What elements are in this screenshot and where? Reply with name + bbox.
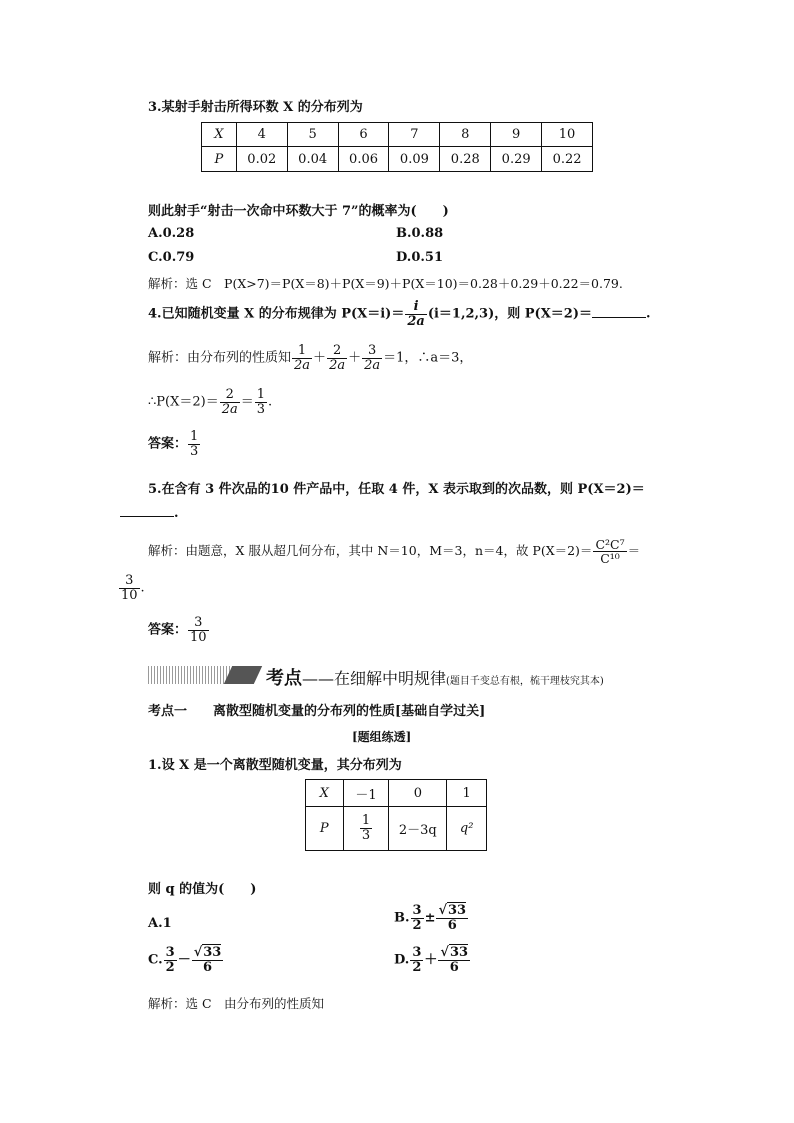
q3-stem: 3.某射手射击所得环数 X 的分布列为 xyxy=(148,100,363,115)
answer-label: 答案： xyxy=(148,622,188,638)
q5-stem-end: . xyxy=(174,506,179,521)
table-cell: 0.04 xyxy=(287,147,338,172)
q5-result xyxy=(118,574,145,602)
equals-sign: ＝ xyxy=(627,543,641,559)
q5-answer-fraction xyxy=(188,616,209,644)
q4-solution-fraction xyxy=(362,344,382,372)
table-header-x: X xyxy=(306,780,344,807)
table-cell: 0.28 xyxy=(440,147,491,172)
table-cell: 7 xyxy=(389,123,440,147)
radicand: 33 xyxy=(448,903,467,918)
fraction-numerator: 1 xyxy=(190,429,199,444)
banner-slash-decoration xyxy=(224,666,262,684)
table-cell xyxy=(343,807,389,851)
q5-answer xyxy=(148,616,210,644)
p1-option-c xyxy=(148,946,224,974)
section-subheading: [题组练透] xyxy=(352,730,412,744)
fraction-denominator: 3 xyxy=(256,401,266,417)
q3-option-d: D.0.51 xyxy=(396,250,443,265)
fraction-numerator: 1 xyxy=(361,813,371,829)
option-fraction xyxy=(192,946,224,974)
table-cell: 4 xyxy=(236,123,287,147)
table-cell: 8 xyxy=(440,123,491,147)
option-fraction xyxy=(438,946,470,974)
table-cell: 0.29 xyxy=(491,147,542,172)
q3-option-c: C.0.79 xyxy=(148,250,195,265)
q4-solution-line2 xyxy=(148,388,272,416)
fraction-numerator: 1 xyxy=(256,387,266,402)
q4-line2-end: . xyxy=(268,394,273,410)
fraction-numerator: 3 xyxy=(188,616,209,631)
q5-stem-blank-line xyxy=(120,506,179,521)
q3-option-b: B.0.88 xyxy=(396,226,444,241)
option-fraction xyxy=(410,946,423,974)
q5-stem: 5.在含有 3 件次品的10 件产品中，任取 4 件，X 表示取到的次品数，则 P(X＝2)＝ xyxy=(148,482,645,497)
plus-sign: ＋ xyxy=(424,952,438,968)
q4-stem xyxy=(148,300,651,328)
p1-option-d xyxy=(394,946,471,974)
option-fraction xyxy=(436,904,468,932)
q4-solution-fraction xyxy=(292,344,312,372)
minus-sign: － xyxy=(177,952,191,968)
fraction-denominator: 2a xyxy=(407,313,425,329)
banner-note: (题目千变总有根，梳干理枝究其本) xyxy=(446,676,604,687)
plus-minus-sign: ± xyxy=(424,910,436,926)
fraction-denominator: 2a xyxy=(221,401,238,417)
sqrt-sign: √ xyxy=(440,945,449,960)
p1-question: 则 q 的值为( ) xyxy=(148,882,257,897)
fraction-numerator: 1 xyxy=(292,344,312,359)
fraction-numerator: 2 xyxy=(220,388,240,403)
option-fraction xyxy=(164,946,177,974)
table-header-p: P xyxy=(202,147,237,172)
option-letter: C. xyxy=(148,952,163,968)
q3-solution: 解析：选 C P(X>7)＝P(X＝8)＋P(X＝9)＋P(X＝10)＝0.28＋0.29＋0.22＝0.79. xyxy=(148,276,623,291)
table-header-p: P xyxy=(306,807,344,851)
q4-solution-prefix: 解析：由分布列的性质知 xyxy=(148,350,292,366)
table-cell: 0.22 xyxy=(542,147,593,172)
fraction-denominator: 10 xyxy=(190,629,207,645)
q4-stem-end: . xyxy=(645,306,651,322)
fraction-denominator: 6 xyxy=(447,917,457,933)
q4-answer xyxy=(148,430,201,458)
table-cell: 0.09 xyxy=(389,147,440,172)
section-banner xyxy=(266,664,604,690)
q4-line2-prefix: ∴P(X＝2)＝ xyxy=(148,394,219,410)
fraction-denominator: 2 xyxy=(412,959,422,975)
fraction-numerator: 2 xyxy=(327,344,347,359)
fraction-numerator: 3 xyxy=(412,903,422,918)
q3-distribution-table xyxy=(201,122,593,172)
q5-solution-fraction xyxy=(593,538,626,565)
q5-solution xyxy=(148,538,640,565)
section-title: 考点一 离散型随机变量的分布列的性质[基础自学过关] xyxy=(148,704,486,719)
q5-solution-text: 解析：由题意，X 服从超几何分布，其中 N＝10，M＝3，n＝4，故 P(X＝2)＝ xyxy=(148,543,593,559)
fraction-numerator xyxy=(192,946,224,961)
radicand: 33 xyxy=(449,945,469,960)
table-fraction xyxy=(360,814,372,842)
table-cell: 5 xyxy=(287,123,338,147)
sqrt-sign: √ xyxy=(193,945,203,960)
fraction-numerator: 3 xyxy=(165,945,175,960)
table-cell: q² xyxy=(447,807,487,851)
table-cell: 0 xyxy=(389,780,447,807)
sqrt-sign: √ xyxy=(438,903,448,918)
option-fraction xyxy=(411,904,424,932)
fraction-denominator: 6 xyxy=(203,959,213,975)
fraction-denominator: 2a xyxy=(294,357,311,373)
p1-solution: 解析：选 C 由分布列的性质知 xyxy=(148,996,325,1011)
q4-solution-line1 xyxy=(148,344,472,372)
q4-line2-fraction xyxy=(255,388,267,416)
table-cell: 9 xyxy=(491,123,542,147)
fraction-numerator xyxy=(438,946,470,961)
table-cell: 6 xyxy=(338,123,389,147)
answer-blank xyxy=(592,317,646,318)
answer-blank xyxy=(120,516,174,517)
p1-stem: 1.设 X 是一个离散型随机变量，其分布列为 xyxy=(148,758,402,773)
fraction-numerator xyxy=(436,904,468,919)
table-cell: 1 xyxy=(447,780,487,807)
option-letter: D. xyxy=(394,952,410,968)
q4-fraction xyxy=(405,300,426,328)
radicand: 33 xyxy=(203,945,222,960)
p1-option-a: A.1 xyxy=(148,916,172,931)
table-cell: 2－3q xyxy=(389,807,447,851)
fraction-denominator: C¹⁰ xyxy=(600,551,620,567)
banner-title: 考点 xyxy=(266,668,302,689)
table-cell: 0.06 xyxy=(338,147,389,172)
fraction-denominator: 6 xyxy=(449,959,459,975)
q4-stem-pre: 4.已知随机变量 X 的分布规律为 P(X＝i)＝ xyxy=(148,306,405,322)
answer-label: 答案： xyxy=(148,436,188,452)
table-cell: －1 xyxy=(343,780,389,807)
table-header-x: X xyxy=(202,123,237,147)
q3-question: 则此射手“射击一次命中环数大于 7”的概率为( ) xyxy=(148,204,449,219)
q4-solution-fraction xyxy=(327,344,347,372)
fraction-denominator: 2a xyxy=(329,357,346,373)
fraction-numerator: 3 xyxy=(362,344,382,359)
fraction-denominator: 10 xyxy=(121,587,138,603)
p1-distribution-table xyxy=(305,779,487,851)
fraction-numerator: 3 xyxy=(412,945,422,960)
fraction-numerator: i xyxy=(405,300,426,315)
q4-line2-fraction xyxy=(220,388,240,416)
fraction-numerator: C²C⁷ xyxy=(595,537,625,552)
fraction-denominator: 2a xyxy=(364,357,381,373)
table-cell: 0.02 xyxy=(236,147,287,172)
q5-result-end: . xyxy=(140,580,145,596)
q5-result-fraction xyxy=(119,574,140,602)
fraction-denominator: 2 xyxy=(412,917,422,933)
q3-option-a: A.0.28 xyxy=(148,226,195,241)
q4-solution-suffix: ＝1，∴a＝3， xyxy=(383,350,473,366)
table-cell: 10 xyxy=(542,123,593,147)
equals-sign: ＝ xyxy=(240,394,254,410)
p1-option-b xyxy=(394,904,469,932)
plus-sign: ＋ xyxy=(348,350,362,366)
fraction-denominator: 2 xyxy=(165,959,175,975)
option-letter: B. xyxy=(394,910,410,926)
fraction-denominator: 3 xyxy=(190,443,199,459)
fraction-numerator: 3 xyxy=(119,574,140,589)
q4-stem-post: (i＝1,2,3)，则 P(X＝2)＝ xyxy=(427,306,592,322)
q4-answer-fraction xyxy=(188,430,200,458)
fraction-denominator: 3 xyxy=(361,828,371,843)
plus-sign: ＋ xyxy=(313,350,327,366)
banner-subtitle: ——在细解中明规律 xyxy=(302,669,447,688)
